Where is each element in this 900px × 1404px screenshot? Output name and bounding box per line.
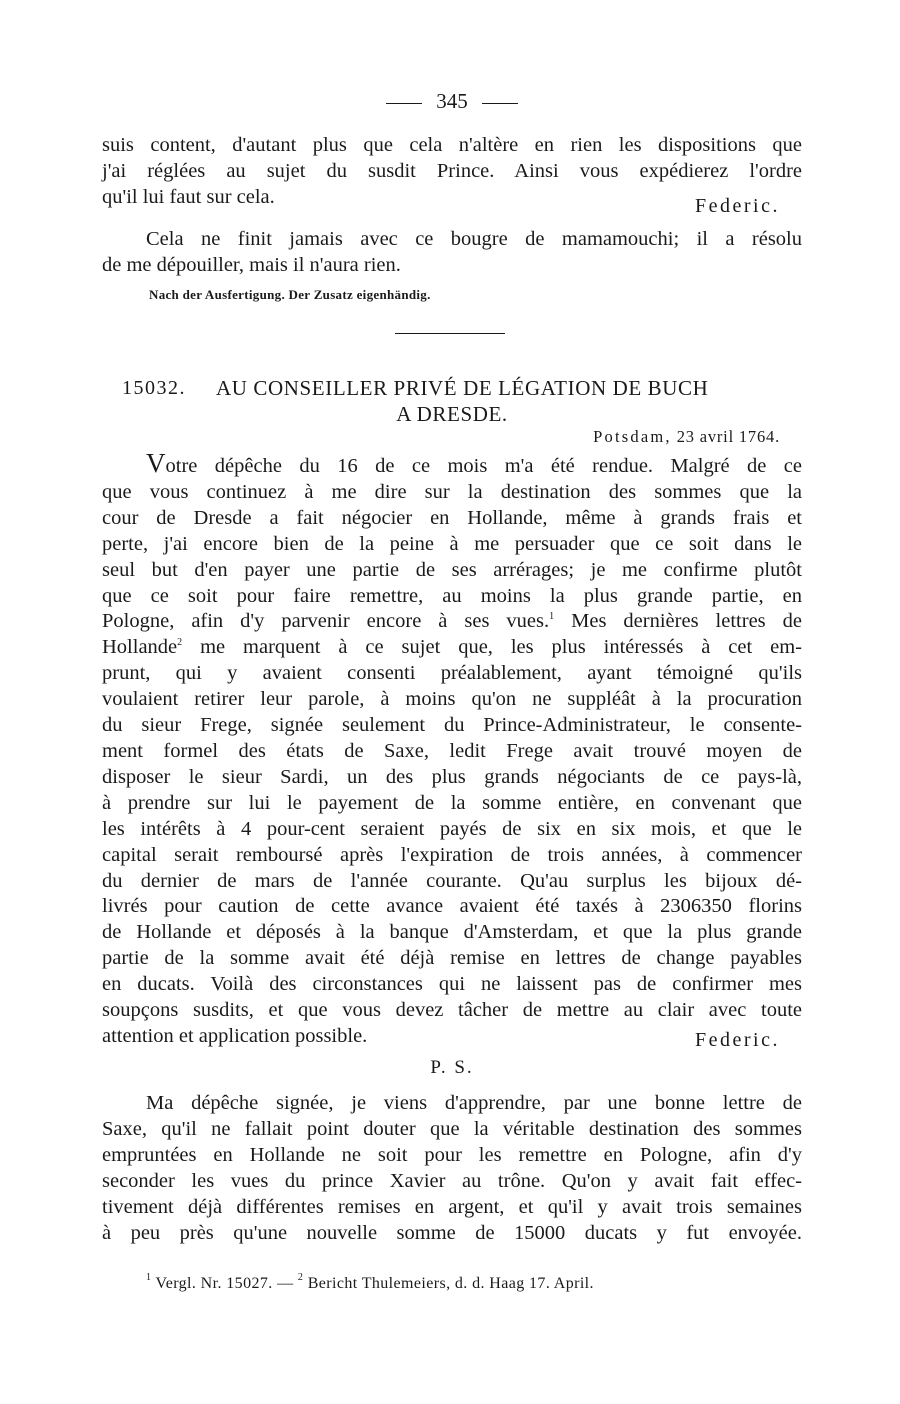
dateline-place: Potsdam, [593, 427, 672, 446]
text-line: que vous continuez à me dire sur la destination des sommes que la [102, 480, 802, 503]
text-line: j'ai réglées au sujet du susdit Prince. Ainsi vous expédierez l'ordre [102, 159, 802, 182]
text-line: Cela ne finit jamais avec ce bougre de mamamouchi; il a résolu [146, 228, 802, 250]
text-line: du dernier de mars de l'année courante. Qu'au surplus les bijoux dé- [102, 869, 802, 892]
text-line: seconder les vues du prince Xavier au trône. Qu'on y avait fait effec- [102, 1169, 802, 1192]
page-number-right-dash [482, 103, 518, 104]
text-segment: Hollande [102, 636, 178, 659]
text-line: du sieur Frege, signée seulement du Prince-Administrateur, le consente- [102, 714, 802, 737]
text-line: partie de la somme avait été déjà remise en lettres de change payables [102, 947, 802, 970]
text-line: voulaient retirer leur parole, à moins qu'on ne suppléât à la procuration [102, 688, 802, 711]
text-line: que ce soit pour faire remettre, au moins la plus grande partie, en [102, 584, 802, 607]
text-segment: Mes dernières lettres de [554, 610, 802, 633]
text-line [102, 448, 802, 480]
footnote-mark-1: 1 [146, 1272, 152, 1283]
text-line: en ducats. Voilà des circonstances qui ne laissent pas de confirmer mes [102, 973, 802, 996]
text-line [102, 635, 802, 661]
dateline-date: 23 avril 1764. [676, 427, 780, 446]
text-line: tivement déjà différentes remises en argent, et qu'il y avait trois semaines [102, 1195, 802, 1218]
footnote-mark-2: 2 [297, 1272, 304, 1283]
text-line: de Hollande et déposés à la banque d'Amsterdam, et que la plus grande [102, 921, 802, 944]
text-line: ment formel des états de Saxe, ledit Frege avait trouvé moyen de [102, 739, 802, 762]
drop-cap: V [146, 448, 166, 478]
signature-federic-2: Federic. [695, 1029, 780, 1051]
text-line: perte, j'ai encore bien de la peine à me persuader que ce soit dans le [102, 532, 802, 555]
text-line: à prendre sur lui le payement de la somme entière, en convenant que [102, 791, 802, 814]
text-line: soupçons susdits, et que vous devez tâcher de mettre au clair avec toute [102, 999, 802, 1022]
text-line: prunt, qui y avaient consenti préalablement, ayant témoigné qu'ils [102, 662, 802, 685]
footnote-ref-2: 2 [177, 637, 183, 649]
footnote-1-text: Vergl. Nr. 15027. — [151, 1275, 298, 1292]
text-line: capital serait remboursé après l'expiration de trois années, à commencer [102, 843, 802, 866]
ps-heading: P. S. [430, 1057, 474, 1078]
text-line: les intérêts à 4 pour-cent seraient payés de six en six mois, et que le [102, 817, 802, 840]
page-number-left-dash [386, 103, 422, 104]
ps-paragraph [102, 1091, 802, 1246]
text-line: livrés pour caution de cette avance avaient été taxés à 2306350 florins [102, 895, 802, 918]
text-line: à peu près qu'une nouvelle somme de 15000 ducats y fut envoyée. [102, 1221, 802, 1244]
text-line: Saxe, qu'il ne fallait point douter que la véritable destination des sommes [102, 1117, 802, 1140]
text-line-rest: otre dépêche du 16 de ce mois m'a été rendue. Malgré de ce [165, 455, 802, 477]
footnote-2-text: Bericht Thulemeiers, d. d. Haag 17. April. [303, 1275, 594, 1292]
text-line: attention et application possible. [102, 1024, 368, 1047]
text-line: empruntées en Hollande ne soit pour les remettre en Pologne, afin d'y [102, 1143, 802, 1166]
text-line [102, 609, 802, 635]
document-number: 15032. [122, 377, 186, 399]
text-line: de me dépouiller, mais il n'aura rien. [102, 253, 401, 276]
document-title-line-2: A DRESDE. [396, 402, 508, 426]
text-segment: Pologne, afin d'y parvenir encore à ses vues. [102, 610, 550, 633]
source-note: Nach der Ausfertigung. Der Zusatz eigenhändig. [149, 287, 431, 302]
dateline [593, 427, 780, 447]
footnotes [146, 1272, 594, 1293]
text-line: seul but d'en payer une partie de ses arrérages; je me confirme plutôt [102, 558, 802, 581]
text-line: suis content, d'autant plus que cela n'altère en rien les dispositions que [102, 134, 802, 156]
letter-body [102, 448, 802, 1050]
text-line: Ma dépêche signée, je viens d'apprendre, par une bonne lettre de [146, 1092, 802, 1114]
page-number [102, 89, 802, 113]
text-line: disposer le sieur Sardi, un des plus grands négociants de ce pays-là, [102, 765, 802, 788]
text-line: qu'il lui faut sur cela. [102, 185, 275, 208]
section-divider [395, 333, 505, 334]
document-title-line-1: AU CONSEILLER PRIVÉ DE LÉGATION DE BUCH [216, 376, 709, 400]
signature-federic-1: Federic. [695, 195, 780, 217]
text-segment: me marquent à ce sujet que, les plus intéressés à cet em- [182, 636, 802, 659]
paragraph-postscript-note [102, 227, 802, 279]
page-number-value: 345 [436, 89, 468, 113]
text-line: cour de Dresde a fait négocier en Hollande, même à grands frais et [102, 506, 802, 529]
footnote-ref-1: 1 [549, 611, 555, 623]
